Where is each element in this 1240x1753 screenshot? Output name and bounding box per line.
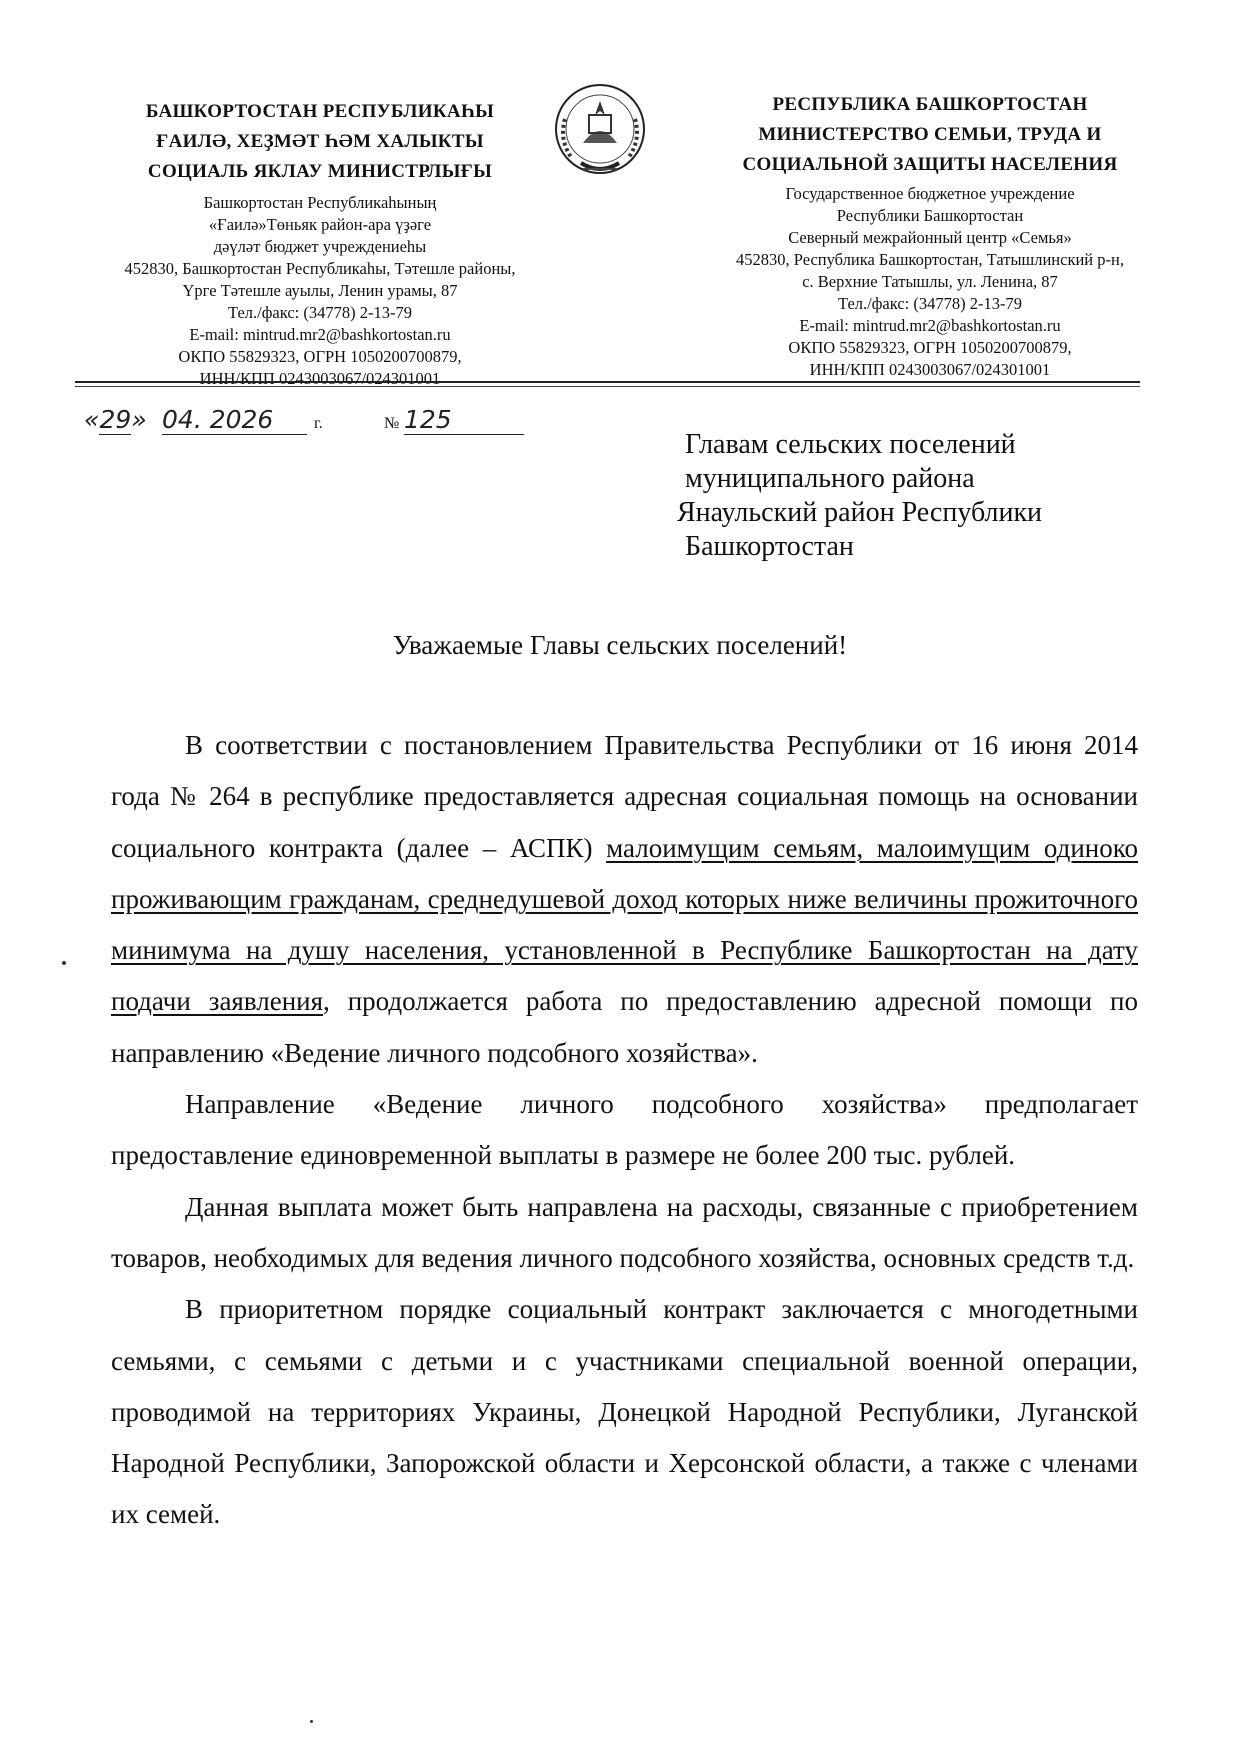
recipient-line: Янаульский район Республики xyxy=(677,497,1043,528)
reference-number-label: № xyxy=(384,415,400,432)
header-right-line: с. Верхние Татышлы, ул. Ленина, 87 xyxy=(802,272,1058,291)
header-right-line: 452830, Республика Башкортостан, Татышлинский р-н, xyxy=(736,250,1124,269)
header-left-line: Үрге Тәтешле ауылы, Ленин урамы, 87 xyxy=(182,281,458,300)
header-left-email: E-mail: mintrud.mr2@bashkortostan.ru xyxy=(189,325,451,344)
greeting: Уважаемые Главы сельских поселений! xyxy=(392,630,848,660)
recipient-line: Главам сельских поселений xyxy=(685,429,1016,460)
recipient-line: Башкортостан xyxy=(685,531,854,562)
reference-number: 125 xyxy=(404,405,524,435)
recipient-line: муниципального района xyxy=(685,463,975,494)
header-divider-thin xyxy=(75,386,1140,387)
paragraph-1: В соответствии с постановлением Правительства Республики от 16 июня 2014 года № 264 в республике предоставляется адресная социальная помощь на основании социального контракта (далее – АСПК) малоимущим семьям, малоимущим одиноко проживающим гражданам, среднедушевой доход которых ниже величины прожиточного минимума на душу населения, установленной в Республике Башкортостан на дату подачи заявления, продолжается работа по предоставлению адресной помощи по направлению «Ведение личного подсобного хозяйства». xyxy=(111,730,1138,1068)
header-left-title-2: ҒАИЛӘ, ХЕҘМӘТ ҺӘМ ХАЛЫКТЫ xyxy=(156,131,484,152)
header-right-line: Государственное бюджетное учреждение xyxy=(785,184,1075,203)
header-right xyxy=(680,93,1180,381)
paragraph-2: Направление «Ведение личного подсобного хозяйства» предполагает предоставление единовременной выплаты в размере не более 200 тыс. рублей. xyxy=(111,1089,1138,1171)
reference-year-suffix: г. xyxy=(314,415,323,432)
header-left-line: Тел./факс: (34778) 2-13-79 xyxy=(228,303,412,322)
reference-date: 04. 2026 xyxy=(162,405,307,435)
header-left-line: ИНН/КПП 0243003067/024301001 xyxy=(199,369,441,388)
underlined-criteria: малоимущим семьям, малоимущим одиноко проживающим гражданам, среднедушевой доход которых ниже величины прожиточного минимума на душу населения, установленной в Республике Башкортостан на дату подачи заявления xyxy=(111,832,1138,1017)
reference-day: «29» xyxy=(84,405,147,434)
header-left-line: Башкортостан Республикаһының xyxy=(203,193,437,212)
header-left xyxy=(70,100,570,390)
header-right-line: Тел./факс: (34778) 2-13-79 xyxy=(838,294,1022,313)
header-left-line: ОКПО 55829323, ОГРН 1050200700879, xyxy=(178,347,462,366)
header-left-line: 452830, Башкортостан Республикаһы, Тәтешле районы, xyxy=(124,259,516,278)
paragraph-3: Данная выплата может быть направлена на расходы, связанные с приобретением товаров, необходимых для ведения личного подсобного хозяйства, основных средств т.д. xyxy=(111,1191,1138,1273)
header-right-title-2: МИНИСТЕРСТВО СЕМЬИ, ТРУДА И xyxy=(758,124,1102,145)
header-divider xyxy=(75,381,1140,383)
header-right-title-3: СОЦИАЛЬНОЙ ЗАЩИТЫ НАСЕЛЕНИЯ xyxy=(742,154,1118,175)
header-right-line: Северный межрайонный центр «Семья» xyxy=(788,228,1072,247)
header-left-title-3: СОЦИАЛЬ ЯКЛАУ МИНИСТРЛЫҒЫ xyxy=(147,161,493,182)
letter-body xyxy=(111,720,1138,1541)
recipient-block xyxy=(677,428,1105,564)
scan-speck xyxy=(62,961,66,965)
header-right-email: E-mail: mintrud.mr2@bashkortostan.ru xyxy=(799,316,1061,335)
header-right-title-1: РЕСПУБЛИКА БАШКОРТОСТАН xyxy=(772,94,1088,115)
header-right-line: Республики Башкортостан xyxy=(836,206,1024,225)
scan-speck xyxy=(310,1720,313,1723)
paragraph-4: В приоритетном порядке социальный контракт заключается с многодетными семьями, с семьями с детьми и с участниками специальной военной операции, проводимой на территориях Украины, Донецкой Народной Республики, Луганской Народной Республики, Запорожской области и Херсонской области, а также с членами их семей. xyxy=(111,1294,1138,1530)
header-left-line: дәүләт бюджет учреждениеһы xyxy=(213,237,427,256)
header-right-line: ИНН/КПП 0243003067/024301001 xyxy=(809,360,1051,379)
header-left-line: «Ғаилә»Төньяк район-ара үҙәге xyxy=(208,215,432,234)
header-right-line: ОКПО 55829323, ОГРН 1050200700879, xyxy=(788,338,1072,357)
coat-of-arms-emblem xyxy=(553,79,647,185)
header-left-title-1: БАШКОРТОСТАН РЕСПУБЛИКАҺЫ xyxy=(145,101,495,122)
